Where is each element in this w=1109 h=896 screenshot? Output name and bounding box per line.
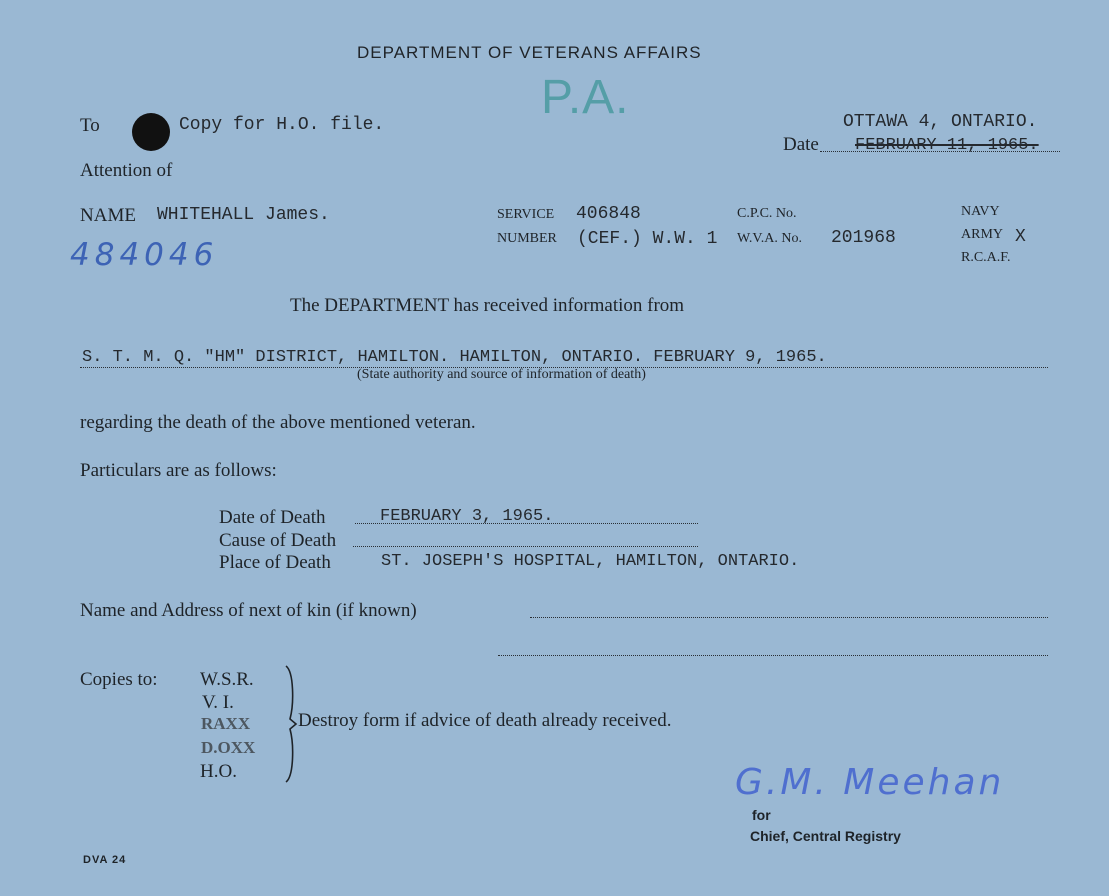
branch-navy: NAVY — [961, 204, 1000, 219]
kin-line-2 — [498, 655, 1048, 656]
copy-item-vi: V. I. — [202, 692, 234, 713]
redaction-dot-icon — [132, 113, 170, 151]
city-line: OTTAWA 4, ONTARIO. — [843, 112, 1038, 132]
wva-label: W.V.A. No. — [737, 231, 802, 246]
place-of-death-value: ST. JOSEPH'S HOSPITAL, HAMILTON, ONTARIO. — [381, 552, 800, 571]
kin-label: Name and Address of next of kin (if known) — [80, 600, 417, 621]
place-of-death-label: Place of Death — [219, 552, 331, 573]
copy-item-struck-1: RAXX — [201, 714, 251, 733]
regarding-text: regarding the death of the above mentioned veteran. — [80, 412, 476, 433]
branch-army: ARMY — [961, 227, 1004, 242]
destroy-note: Destroy form if advice of death already received. — [298, 710, 672, 731]
date-label: Date — [783, 134, 819, 155]
pa-stamp: P.A. — [541, 71, 630, 124]
copy-item-wsr: W.S.R. — [200, 669, 254, 690]
signature: G.M. Meehan — [735, 762, 1005, 803]
registry-title: Chief, Central Registry — [750, 828, 901, 844]
number-value: (CEF.) W.W. 1 — [577, 229, 718, 249]
service-number: 406848 — [576, 204, 641, 224]
received-text: The DEPARTMENT has received information from — [290, 295, 685, 316]
service-label: SERVICE — [497, 207, 555, 222]
branch-rcaf: R.C.A.F. — [961, 250, 1011, 265]
wva-value: 201968 — [831, 228, 896, 248]
cpc-label: C.P.C. No. — [737, 206, 797, 221]
name-label: NAME — [80, 205, 136, 226]
copy-item-struck-2: D.OXX — [201, 738, 256, 757]
copies-label: Copies to: — [80, 669, 158, 690]
for-label: for — [752, 807, 771, 823]
army-mark: X — [1015, 227, 1026, 247]
cause-of-death-label: Cause of Death — [219, 530, 337, 551]
source-value: S. T. M. Q. "HM" DISTRICT, HAMILTON. HAMILTON, ONTARIO. FEBRUARY 9, 1965. — [82, 348, 827, 367]
handwritten-file-number: 484046 — [70, 237, 219, 273]
attention-label: Attention of — [80, 160, 173, 181]
copy-item-ho: H.O. — [200, 761, 237, 782]
date-of-death-label: Date of Death — [219, 507, 326, 528]
name-value: WHITEHALL James. — [157, 205, 330, 225]
cause-of-death-line — [353, 546, 698, 547]
date-value: FEBRUARY 11, 1965. — [855, 136, 1039, 155]
department-heading: DEPARTMENT OF VETERANS AFFAIRS — [357, 43, 702, 62]
form-code: DVA 24 — [83, 854, 127, 866]
to-label: To — [80, 115, 100, 136]
to-value: Copy for H.O. file. — [179, 115, 385, 135]
particulars-text: Particulars are as follows: — [80, 460, 277, 481]
source-caption: (State authority and source of information of death) — [357, 367, 646, 382]
number-label: NUMBER — [497, 231, 557, 246]
date-of-death-value: FEBRUARY 3, 1965. — [380, 507, 554, 526]
copies-brace — [280, 664, 300, 784]
kin-line-1 — [530, 617, 1048, 618]
